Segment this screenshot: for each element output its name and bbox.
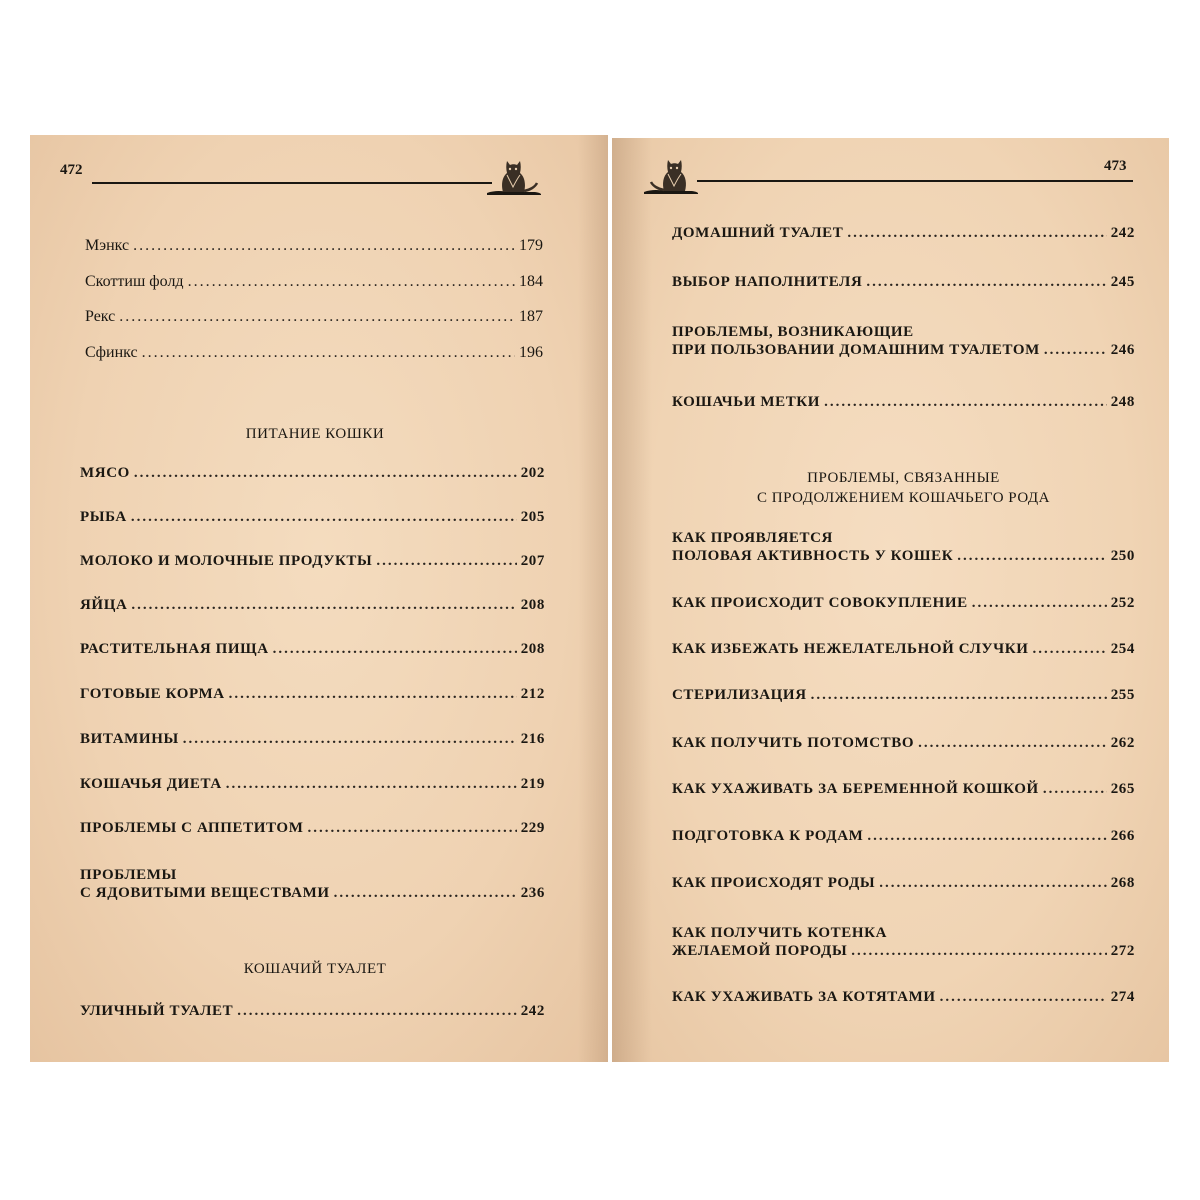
section-heading xyxy=(672,468,1135,508)
dot-leader xyxy=(1033,641,1107,658)
dot-leader xyxy=(879,875,1106,892)
toc-entry-title: МЯСО xyxy=(80,465,130,481)
header-rule xyxy=(697,180,1133,182)
section-heading: ПИТАНИЕ КОШКИ xyxy=(245,426,385,442)
dot-leader xyxy=(273,641,517,658)
toc-entry-page: 274 xyxy=(1110,989,1135,1005)
toc-entry-title: ДОМАШНИЙ ТУАЛЕТ xyxy=(672,225,844,241)
toc-entry-page: 265 xyxy=(1110,781,1135,797)
toc-entry-title-line1: ПРОБЛЕМЫ, ВОЗНИКАЮЩИЕ xyxy=(672,324,914,340)
toc-entry-title: СТЕРИЛИЗАЦИЯ xyxy=(672,687,807,703)
right-page xyxy=(612,138,1169,1062)
dot-leader xyxy=(918,735,1107,752)
toc-entry[interactable] xyxy=(80,1003,545,1020)
toc-entry[interactable] xyxy=(672,735,1135,752)
toc-entry[interactable] xyxy=(672,225,1135,242)
toc-entry[interactable] xyxy=(85,308,543,326)
toc-entry-page: 242 xyxy=(1110,225,1135,241)
toc-entry-page: 248 xyxy=(1110,394,1135,410)
toc-entry[interactable] xyxy=(80,776,545,793)
toc-entry-title-line1: ПРОБЛЕМЫ xyxy=(80,867,177,883)
toc-entry-page: 179 xyxy=(519,237,543,254)
toc-entry-page: 266 xyxy=(1110,828,1135,844)
dot-leader xyxy=(307,820,516,837)
toc-entry-title: КАК УХАЖИВАТЬ ЗА КОТЯТАМИ xyxy=(672,989,936,1005)
toc-entry-two-line[interactable] xyxy=(672,923,1135,960)
dot-leader xyxy=(131,597,516,614)
toc-entry-title: Рекс xyxy=(85,308,116,325)
toc-entry-title: КОШАЧЬЯ ДИЕТА xyxy=(80,776,222,792)
page-number: 472 xyxy=(60,162,83,178)
toc-entry-title: Мэнкс xyxy=(85,237,130,254)
toc-entry-line2 xyxy=(672,342,1135,359)
toc-entry-page: 250 xyxy=(1110,548,1135,564)
dot-leader xyxy=(824,394,1107,411)
dot-leader xyxy=(851,943,1106,960)
dot-leader xyxy=(226,776,517,793)
dot-leader xyxy=(119,308,515,326)
toc-entry-page: 262 xyxy=(1110,735,1135,751)
toc-entry-page: 184 xyxy=(519,273,543,290)
toc-entry-title: КОШАЧЬИ МЕТКИ xyxy=(672,394,821,410)
toc-entry-title: ВИТАМИНЫ xyxy=(80,731,179,747)
toc-entry[interactable] xyxy=(672,274,1135,291)
toc-entry-line2 xyxy=(80,885,545,902)
toc-entry-page: 229 xyxy=(520,820,545,836)
toc-entry-title: РЫБА xyxy=(80,509,127,525)
toc-entry[interactable] xyxy=(672,595,1135,612)
dot-leader xyxy=(1043,781,1107,798)
dot-leader xyxy=(811,687,1107,704)
toc-entry-title-line1: КАК ПРОЯВЛЯЕТСЯ xyxy=(672,530,833,546)
toc-entry-two-line[interactable] xyxy=(672,322,1135,359)
toc-entry-title: Скоттиш фолд xyxy=(85,273,184,290)
dot-leader xyxy=(866,274,1106,291)
section-heading-line2: С ПРОДОЛЖЕНИЕМ КОШАЧЬЕГО РОДА xyxy=(757,490,1050,506)
toc-entry[interactable] xyxy=(80,686,545,703)
toc-entry-title: МОЛОКО И МОЛОЧНЫЕ ПРОДУКТЫ xyxy=(80,553,373,569)
toc-entry-page: 252 xyxy=(1110,595,1135,611)
toc-entry-line2 xyxy=(672,548,1135,565)
left-page xyxy=(30,135,608,1062)
cat-icon xyxy=(642,156,700,196)
toc-entry[interactable] xyxy=(672,641,1135,658)
toc-entry-page: 205 xyxy=(520,509,545,525)
dot-leader xyxy=(1044,342,1107,359)
toc-entry-page: 242 xyxy=(520,1003,545,1019)
toc-entry-title: КАК ПОЛУЧИТЬ ПОТОМСТВО xyxy=(672,735,915,751)
toc-entry[interactable] xyxy=(80,509,545,526)
toc-entry[interactable] xyxy=(80,820,545,837)
toc-entry-title: ПОДГОТОВКА К РОДАМ xyxy=(672,828,864,844)
toc-entry-page: 196 xyxy=(519,344,543,361)
toc-entry-page: 255 xyxy=(1110,687,1135,703)
toc-entry-title: Сфинкс xyxy=(85,344,138,361)
toc-entry-page: 212 xyxy=(520,686,545,702)
dot-leader xyxy=(867,828,1106,845)
toc-entry-page: 216 xyxy=(520,731,545,747)
toc-entry-page: 207 xyxy=(520,553,545,569)
toc-entry[interactable] xyxy=(672,989,1135,1006)
toc-entry-page: 236 xyxy=(520,885,545,901)
toc-entry-title: ЯЙЦА xyxy=(80,597,128,613)
toc-entry-page: 268 xyxy=(1110,875,1135,891)
toc-entry-page: 246 xyxy=(1110,342,1135,358)
toc-entry-title-line1: КАК ПОЛУЧИТЬ КОТЕНКА xyxy=(672,925,888,941)
toc-entry[interactable] xyxy=(85,237,543,255)
toc-entry-title-line2: ПРИ ПОЛЬЗОВАНИИ ДОМАШНИМ ТУАЛЕТОМ xyxy=(672,342,1040,358)
toc-entry-page: 219 xyxy=(520,776,545,792)
dot-leader xyxy=(237,1003,516,1020)
dot-leader xyxy=(183,731,517,748)
dot-leader xyxy=(957,548,1106,565)
toc-entry-page: 187 xyxy=(519,308,543,325)
dot-leader xyxy=(188,273,515,291)
toc-entry-title: ВЫБОР НАПОЛНИТЕЛЯ xyxy=(672,274,863,290)
dot-leader xyxy=(376,553,516,570)
toc-entry-title: КАК ИЗБЕЖАТЬ НЕЖЕЛАТЕЛЬНОЙ СЛУЧКИ xyxy=(672,641,1029,657)
toc-entry-title: КАК ПРОИСХОДЯТ РОДЫ xyxy=(672,875,876,891)
toc-entry-line2 xyxy=(672,943,1135,960)
toc-entry-two-line[interactable] xyxy=(80,865,545,902)
toc-entry[interactable] xyxy=(672,828,1135,845)
right-gutter-shadow xyxy=(612,138,652,1062)
header-rule xyxy=(92,182,492,184)
toc-entry[interactable] xyxy=(672,394,1135,411)
dot-leader xyxy=(972,595,1107,612)
toc-entry[interactable] xyxy=(80,465,545,482)
toc-entry[interactable] xyxy=(672,875,1135,892)
dot-leader xyxy=(229,686,517,703)
dot-leader xyxy=(142,344,515,362)
dot-leader xyxy=(940,989,1107,1006)
dot-leader xyxy=(334,885,517,902)
toc-entry-two-line[interactable] xyxy=(672,528,1135,565)
section-heading-line1: ПРОБЛЕМЫ, СВЯЗАННЫЕ xyxy=(807,470,1000,486)
toc-entry-title-line2: ПОЛОВАЯ АКТИВНОСТЬ У КОШЕК xyxy=(672,548,954,564)
toc-entry-title-line2: С ЯДОВИТЫМИ ВЕЩЕСТВАМИ xyxy=(80,885,330,901)
toc-entry[interactable] xyxy=(80,553,545,570)
toc-entry-title: РАСТИТЕЛЬНАЯ ПИЩА xyxy=(80,641,269,657)
left-gutter-shadow xyxy=(578,135,608,1062)
toc-entry-page: 202 xyxy=(520,465,545,481)
toc-entry[interactable] xyxy=(672,781,1135,798)
toc-entry-page: 208 xyxy=(520,597,545,613)
dot-leader xyxy=(131,509,517,526)
page-number: 473 xyxy=(1104,158,1127,174)
toc-entry-title: ПРОБЛЕМЫ С АППЕТИТОМ xyxy=(80,820,304,836)
toc-entry[interactable] xyxy=(672,687,1135,704)
toc-entry-title: ГОТОВЫЕ КОРМА xyxy=(80,686,225,702)
toc-entry-page: 208 xyxy=(520,641,545,657)
toc-entry[interactable] xyxy=(85,344,543,362)
dot-leader xyxy=(133,237,515,255)
section-heading: КОШАЧИЙ ТУАЛЕТ xyxy=(243,961,387,977)
toc-entry-page: 254 xyxy=(1110,641,1135,657)
toc-entry[interactable] xyxy=(80,597,545,614)
toc-entry-title-line2: ЖЕЛАЕМОЙ ПОРОДЫ xyxy=(672,943,848,959)
dot-leader xyxy=(134,465,517,482)
toc-entry-page: 272 xyxy=(1110,943,1135,959)
toc-entry[interactable] xyxy=(80,641,545,658)
cat-icon xyxy=(485,157,543,197)
toc-entry-title: УЛИЧНЫЙ ТУАЛЕТ xyxy=(80,1003,234,1019)
toc-entry-page: 245 xyxy=(1110,274,1135,290)
dot-leader xyxy=(847,225,1106,242)
toc-entry-title: КАК УХАЖИВАТЬ ЗА БЕРЕМЕННОЙ КОШКОЙ xyxy=(672,781,1039,797)
toc-entry[interactable] xyxy=(80,731,545,748)
toc-entry[interactable] xyxy=(85,273,543,291)
toc-entry-title: КАК ПРОИСХОДИТ СОВОКУПЛЕНИЕ xyxy=(672,595,968,611)
